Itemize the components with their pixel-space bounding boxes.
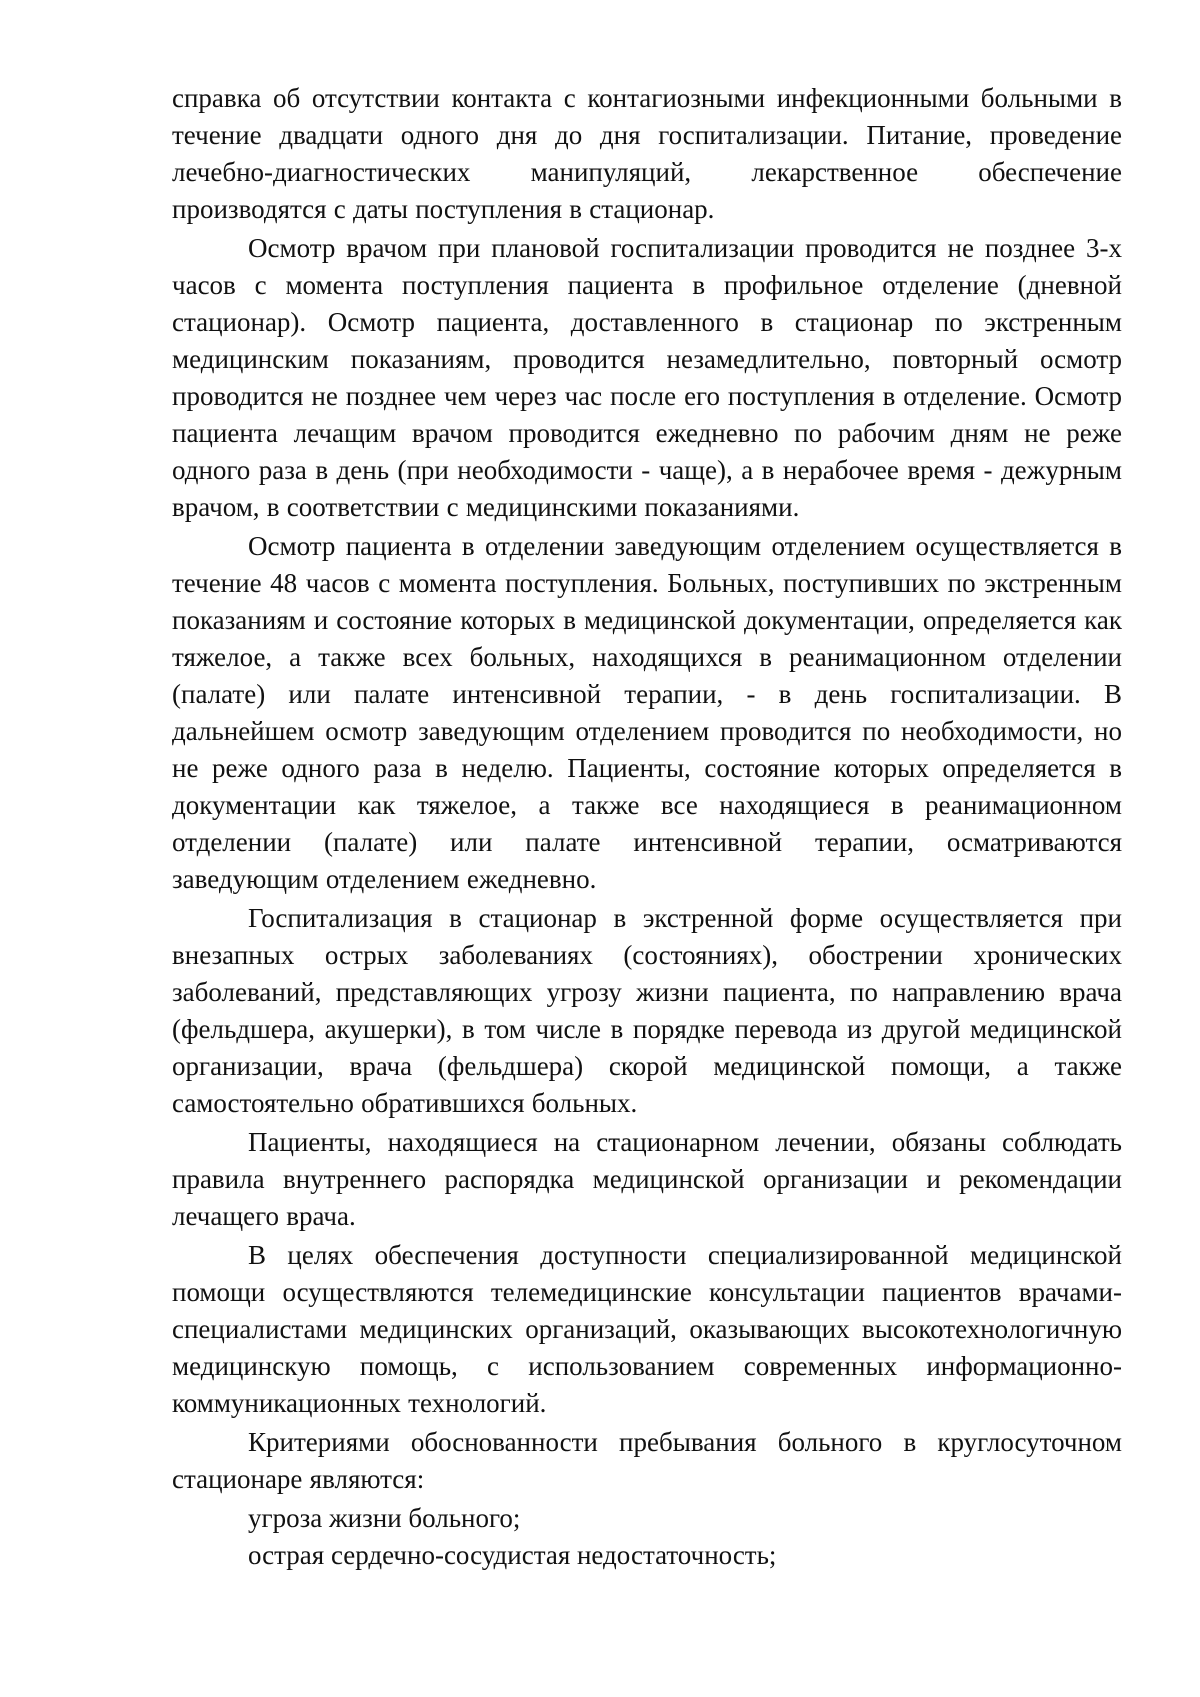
list-item: угроза жизни больного; (248, 1503, 521, 1533)
paragraph-continuation: справка об отсутствии контакта с контагиозными инфекционными больными в течение двадцати одного дня до дня госпитализации. Питание, проведение лечебно-диагностических манипуляций, лекарственное обеспечение производятся с даты поступления в стационар. (172, 83, 1122, 224)
paragraph-criteria-intro: Критериями обоснованности пребывания больного в круглосуточном стационаре являются: (172, 1427, 1122, 1494)
document-page (172, 80, 1122, 1574)
paragraph-emergency-hospitalization: Госпитализация в стационар в экстренной форме осуществляется при внезапных острых заболеваниях (состояниях), обострении хронических заболеваний, представляющих угрозу жизни пациента, по направлению врача (фельдшера, акушерки), в том числе в порядке перевода из другой медицинской организации, врача (фельдшера) скорой медицинской помощи, а также самостоятельно обратившихся больных. (172, 903, 1122, 1118)
paragraph-telemedicine: В целях обеспечения доступности специализированной медицинской помощи осуществляются телемедицинские консультации пациентов врачами-специалистами медицинских организаций, оказывающих высокотехнологичную медицинскую помощь, с использованием современных информационно-коммуникационных технологий. (172, 1240, 1122, 1418)
paragraph-patient-obligations: Пациенты, находящиеся на стационарном лечении, обязаны соблюдать правила внутреннего распорядка медицинской организации и рекомендации лечащего врача. (172, 1127, 1122, 1231)
paragraph-examination-head-of-department: Осмотр пациента в отделении заведующим отделением осуществляется в течение 48 часов с момента поступления. Больных, поступивших по экстренным показаниям и состояние которых в медицинской документации, определяется как тяжелое, а также всех больных, находящихся в реанимационном отделении (палате) или палате интенсивной терапии, - в день госпитализации. В дальнейшем осмотр заведующим отделением проводится по необходимости, но не реже одного раза в неделю. Пациенты, состояние которых определяется в документации как тяжелое, а также все находящиеся в реанимационном отделении (палате) или палате интенсивной терапии, осматриваются заведующим отделением ежедневно. (172, 531, 1122, 894)
paragraph-examination-planned: Осмотр врачом при плановой госпитализации проводится не позднее 3-х часов с момента поступления пациента в профильное отделение (дневной стационар). Осмотр пациента, доставленного в стационар по экстренным медицинским показаниям, проводится незамедлительно, повторный осмотр проводится не позднее чем через час после его поступления в отделение. Осмотр пациента лечащим врачом проводится ежедневно по рабочим дням не реже одного раза в день (при необходимости - чаще), а в нерабочее время - дежурным врачом, в соответствии с медицинскими показаниями. (172, 233, 1122, 522)
list-item: острая сердечно-сосудистая недостаточность; (248, 1540, 777, 1570)
